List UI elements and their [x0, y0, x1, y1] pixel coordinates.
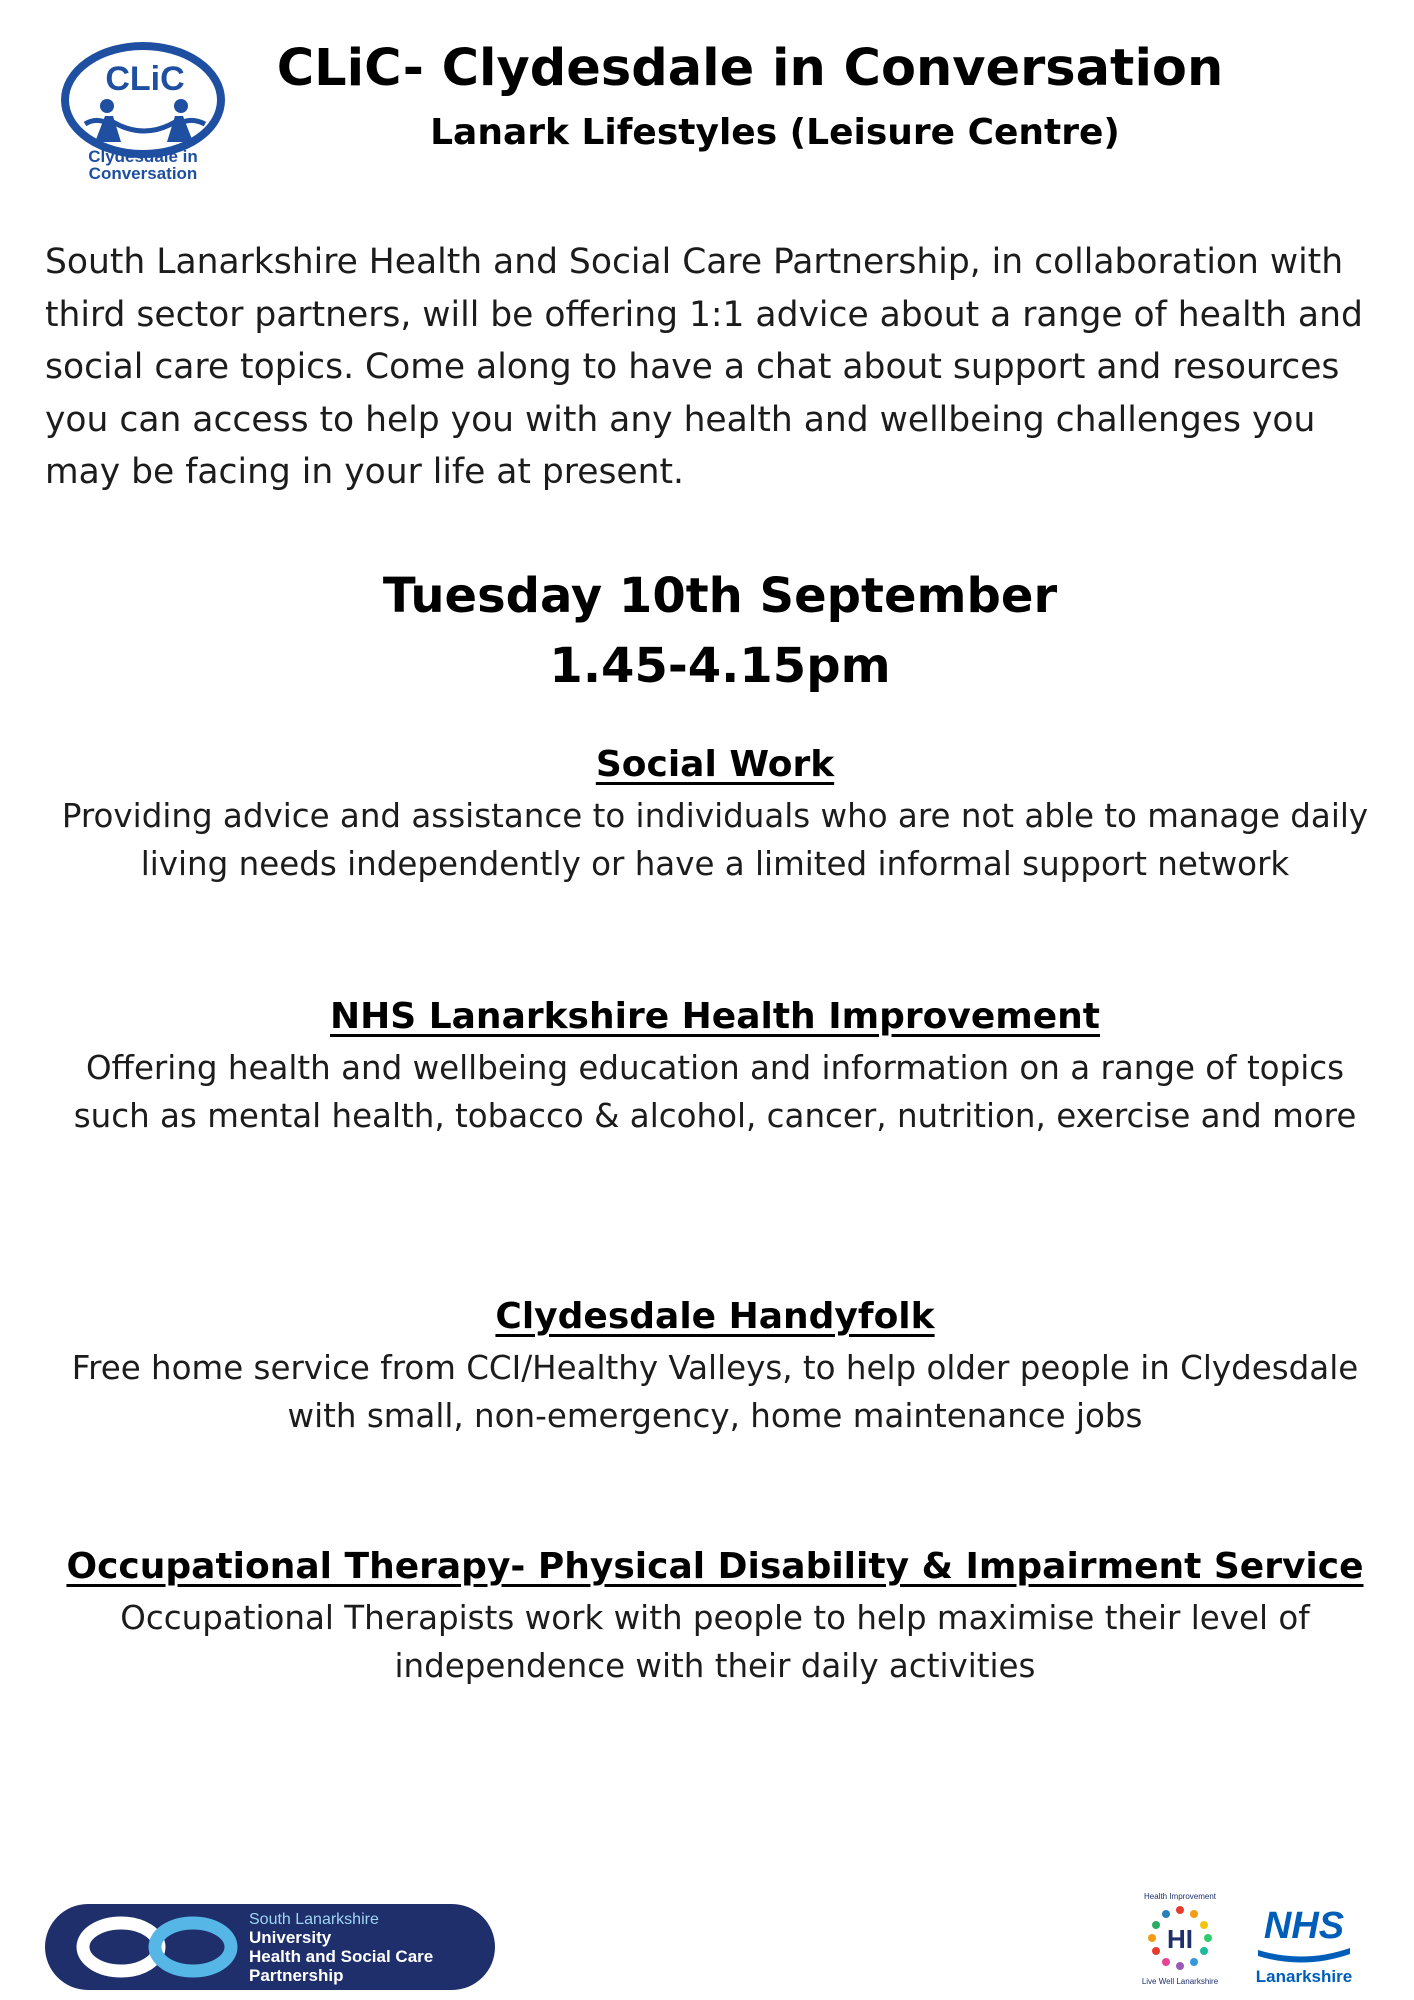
clic-logo-acronym: CLiC: [105, 60, 185, 98]
service-heading: Occupational Therapy- Physical Disability & Impairment Service: [66, 1546, 1364, 1587]
health-improvement-logo: [1130, 1888, 1230, 1988]
nhs-lanarkshire-logo: [1244, 1900, 1364, 1990]
service-heading: Clydesdale Handyfolk: [495, 1296, 935, 1337]
slhscp-line3: Health and Social Care: [249, 1947, 434, 1966]
nhs-name: Lanarkshire: [1255, 1967, 1353, 1986]
service-clydesdale-handyfolk: [55, 1290, 1375, 1440]
service-social-work: [55, 738, 1375, 888]
service-description: Occupational Therapists work with people to help maximise their level of independence with their daily activities: [120, 1599, 1310, 1685]
wave-icon: [1258, 1948, 1350, 1963]
service-occupational-therapy: [55, 1540, 1375, 1690]
clic-logo-line2: Conversation: [88, 164, 198, 182]
nhs-mark: NHS: [1263, 1905, 1345, 1947]
page-title: CLiC- Clydesdale in Conversation: [276, 39, 1224, 98]
hi-ring-top: Health Improvement: [1143, 1892, 1217, 1901]
slhscp-logo: [45, 1904, 495, 1990]
slhscp-line1: South Lanarkshire: [249, 1911, 379, 1928]
clic-logo: [55, 42, 235, 182]
service-heading: Social Work: [595, 744, 835, 785]
hi-ring-bottom: Live Well Lanarkshire: [1141, 1977, 1219, 1986]
service-description: Free home service from CCI/Healthy Valleys, to help older people in Clydesdale with small, non-emergency, home maintenance jobs: [71, 1349, 1359, 1435]
event-date: Tuesday 10th September: [382, 568, 1058, 624]
venue-subtitle: Lanark Lifestyles (Leisure Centre): [430, 112, 1120, 153]
people-holding-hands-icon: [85, 99, 205, 142]
service-nhs-health-improvement: [55, 990, 1375, 1140]
service-description: Offering health and wellbeing education and information on a range of topics such as mental health, tobacco & alcohol, cancer, nutrition, exercise and more: [73, 1049, 1357, 1135]
slhscp-line2: University: [249, 1928, 332, 1947]
clic-logo-line1: Clydesdale in: [88, 147, 198, 166]
hi-mark: HI: [1167, 1924, 1193, 1954]
service-heading: NHS Lanarkshire Health Improvement: [329, 996, 1101, 1037]
slhscp-line4: Partnership: [249, 1966, 344, 1985]
service-description: Providing advice and assistance to individuals who are not able to manage daily living needs independently or have a limited informal support network: [61, 797, 1369, 883]
intro-paragraph: South Lanarkshire Health and Social Care Partnership, in collaboration with third sector partners, will be offering 1:1 advice about a range of health and social care topics. Come along to have a chat about support and resources you can access to help you with any health and wellbeing challenges you may be facing in your life at present.: [45, 242, 1363, 492]
event-time: 1.45-4.15pm: [549, 638, 891, 694]
